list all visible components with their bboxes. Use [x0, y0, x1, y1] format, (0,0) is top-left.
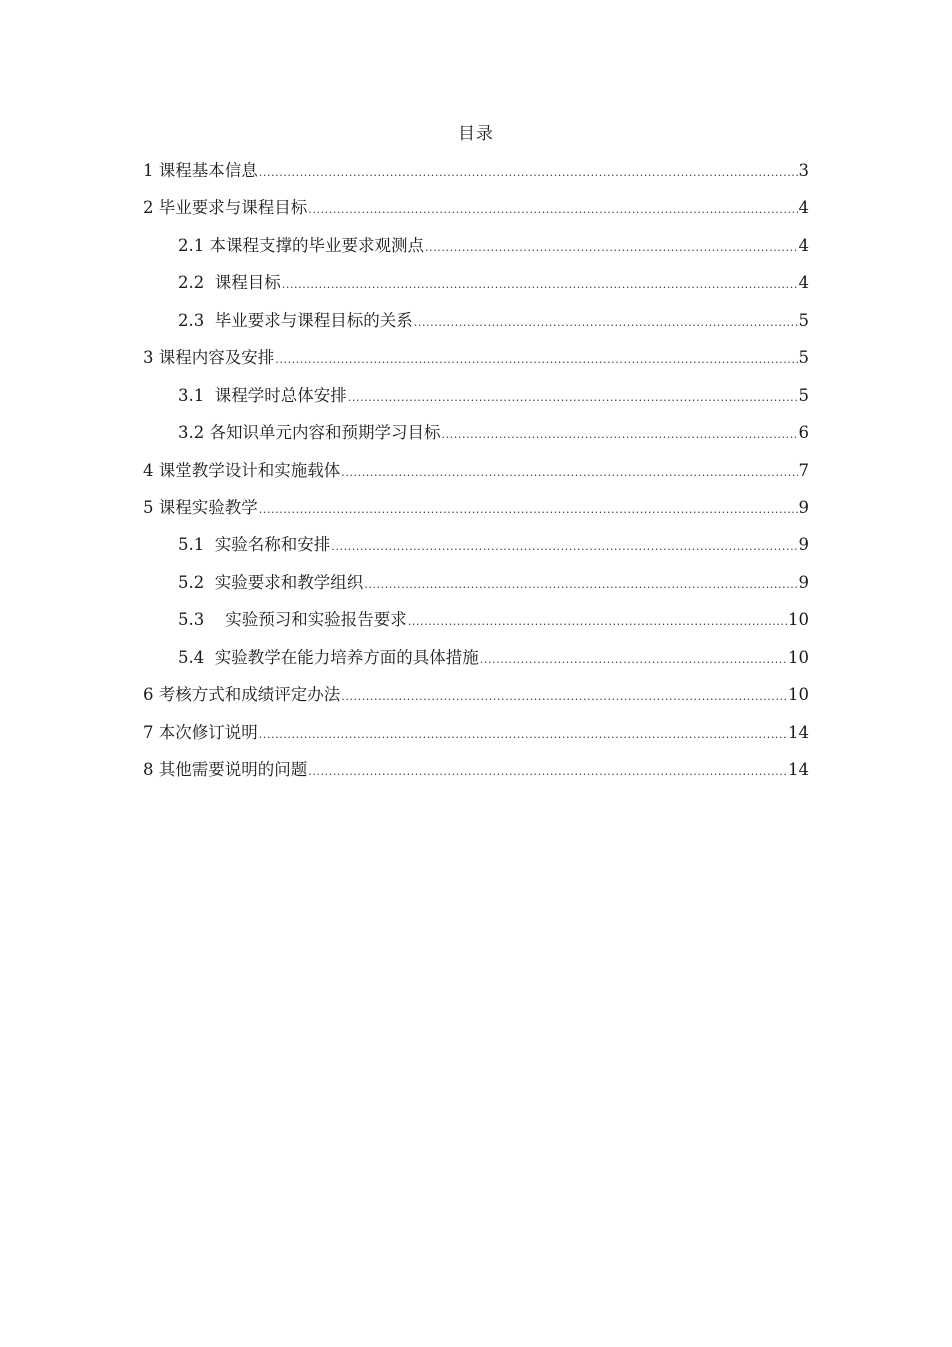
toc-dot-leader	[442, 422, 798, 448]
toc-entry-number: 5.1	[178, 535, 205, 555]
toc-entry-separator	[204, 270, 215, 296]
toc-entry-title: 实验名称和安排	[214, 535, 331, 555]
toc-entry-number: 5.2	[178, 572, 205, 592]
toc-entry-separator	[204, 570, 215, 596]
toc-entry-number: 2.1	[178, 235, 205, 255]
toc-entry-title: 实验要求和教学组织	[214, 572, 364, 592]
toc-entry[interactable]	[143, 420, 809, 457]
toc-dot-leader	[425, 235, 798, 261]
toc-page-number: 9	[798, 572, 809, 592]
toc-dot-leader	[259, 160, 798, 186]
toc-entry-separator	[204, 383, 215, 409]
toc-page-number: 9	[798, 497, 809, 517]
toc-dot-leader	[275, 347, 797, 373]
toc-entry-number: 7	[143, 722, 154, 742]
toc-entry-title: 课程实验教学	[158, 497, 258, 517]
toc-page-number: 14	[788, 760, 809, 779]
toc-entry-number: 3.2	[178, 423, 205, 443]
toc-page-number: 4	[798, 273, 809, 293]
toc-entry[interactable]	[143, 607, 809, 644]
toc-entry-number: 1	[143, 161, 154, 180]
toc-entry-title: 毕业要求与课程目标的关系	[214, 310, 413, 330]
toc-entry-number: 5.4	[178, 647, 205, 667]
toc-entry-title: 课程学时总体安排	[214, 385, 347, 405]
toc-entry-title: 课程目标	[214, 273, 281, 293]
toc-entry-number: 6	[143, 685, 154, 705]
toc-dot-leader	[259, 722, 787, 748]
toc-dot-leader	[348, 385, 798, 411]
toc-entry-title: 本次修订说明	[158, 722, 258, 742]
toc-dot-leader	[341, 460, 797, 486]
toc-entry[interactable]	[143, 195, 809, 232]
toc-page-number: 10	[788, 647, 809, 667]
toc-entry-title: 课程基本信息	[158, 161, 258, 180]
toc-title: 目录	[458, 124, 494, 144]
toc-entry-title: 各知识单元内容和预期学习目标	[209, 423, 441, 443]
toc-dot-leader	[308, 197, 797, 223]
toc-entry-title: 实验教学在能力培养方面的具体措施	[214, 647, 479, 667]
toc-entry-separator	[204, 308, 215, 334]
toc-page-number: 4	[798, 198, 809, 218]
toc-entry-number: 8	[143, 760, 154, 779]
toc-entry[interactable]	[143, 233, 809, 270]
toc-entry-number: 3.1	[178, 385, 205, 405]
toc-page-number: 7	[798, 460, 809, 480]
toc-page-number: 14	[788, 722, 809, 742]
toc-page-number: 3	[798, 161, 809, 180]
toc-entry[interactable]	[143, 495, 809, 532]
toc-dot-leader	[364, 572, 797, 598]
toc-entry-number: 3	[143, 348, 154, 368]
toc-entry-number: 2.2	[178, 273, 205, 293]
toc-page-number: 5	[798, 348, 809, 368]
toc-entry-title: 实验预习和实验报告要求	[225, 610, 407, 630]
toc-entry-title: 课堂教学设计和实施载体	[158, 460, 341, 480]
table-of-contents	[143, 158, 809, 794]
toc-page-number: 4	[798, 235, 809, 255]
toc-entry-number: 4	[143, 460, 154, 480]
toc-entry-number: 5.3	[178, 610, 205, 630]
toc-page-number: 10	[788, 685, 809, 705]
toc-dot-leader	[341, 684, 787, 710]
toc-entry[interactable]	[143, 308, 809, 345]
toc-entry-title: 本课程支撑的毕业要求观测点	[209, 235, 424, 255]
toc-entry-title: 其他需要说明的问题	[158, 760, 308, 779]
toc-entry[interactable]	[143, 720, 809, 757]
toc-entry[interactable]	[143, 757, 809, 794]
toc-dot-leader	[414, 310, 798, 336]
toc-entry-title: 考核方式和成绩评定办法	[158, 685, 341, 705]
toc-entry-separator	[204, 645, 215, 671]
toc-dot-leader	[282, 272, 798, 298]
toc-page-number: 5	[798, 310, 809, 330]
toc-dot-leader	[259, 497, 798, 523]
toc-page-number: 6	[798, 423, 809, 443]
toc-entry-number: 2.3	[178, 310, 205, 330]
toc-entry[interactable]	[143, 570, 809, 607]
toc-entry-number: 2	[143, 198, 154, 218]
toc-dot-leader	[480, 647, 787, 673]
toc-entry[interactable]	[143, 345, 809, 382]
toc-page-number: 10	[788, 610, 809, 630]
toc-page-number: 9	[798, 535, 809, 555]
toc-dot-leader	[331, 534, 797, 560]
toc-page-number: 5	[798, 385, 809, 405]
toc-entry[interactable]	[143, 682, 809, 719]
toc-entry[interactable]	[143, 270, 809, 307]
toc-entry[interactable]	[143, 458, 809, 495]
toc-entry-separator	[204, 607, 225, 633]
toc-entry-separator	[204, 532, 215, 558]
toc-entry-title: 课程内容及安排	[158, 348, 275, 368]
toc-entry[interactable]	[143, 383, 809, 420]
toc-entry[interactable]	[143, 645, 809, 682]
toc-dot-leader	[408, 609, 787, 635]
toc-entry[interactable]	[143, 158, 809, 195]
toc-entry-number: 5	[143, 497, 154, 517]
toc-dot-leader	[308, 759, 787, 785]
toc-entry-title: 毕业要求与课程目标	[158, 198, 308, 218]
toc-entry[interactable]	[143, 532, 809, 569]
